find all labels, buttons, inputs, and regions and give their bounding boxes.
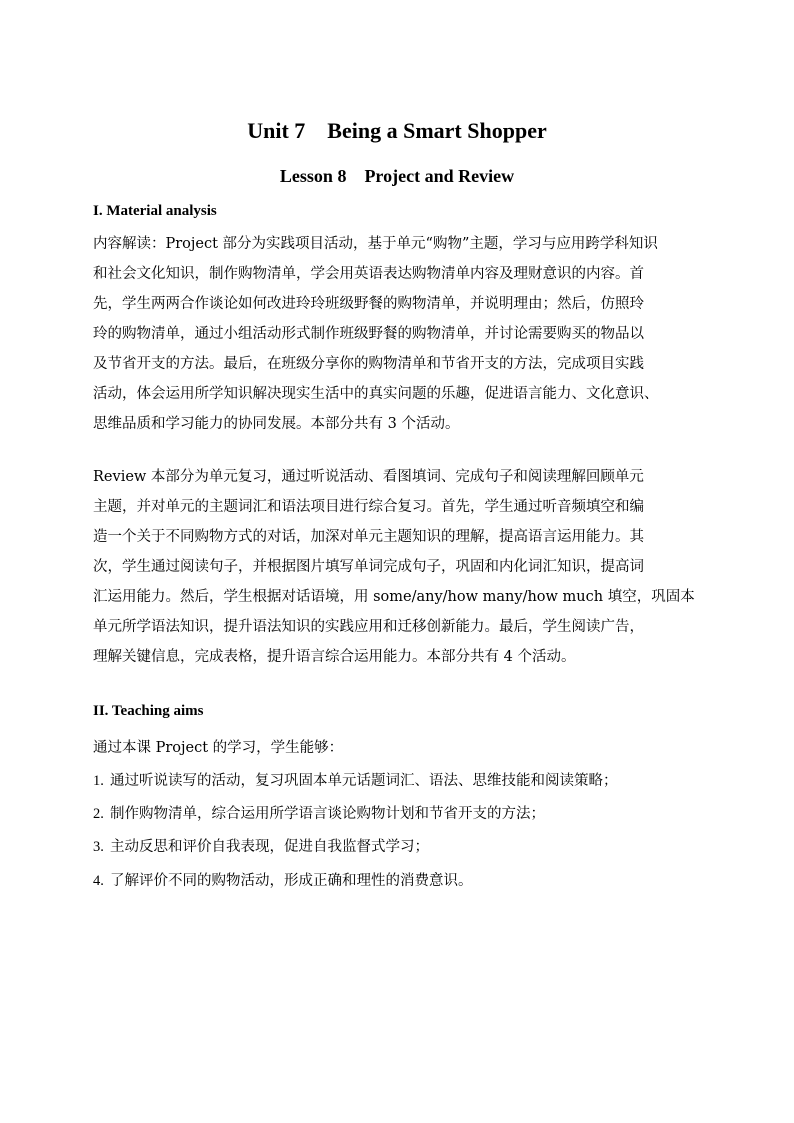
paragraph-line: 和社会文化知识，制作购物清单，学会用英语表达购物清单内容及理财意识的内容。首 xyxy=(93,266,644,282)
paragraph-line: 内容解读：Project 部分为实践项目活动，基于单元“购物”主题，学习与应用跨学科知识 xyxy=(93,236,658,252)
paragraph-line: 玲的购物清单，通过小组活动形式制作班级野餐的购物清单，并讨论需要购买的物品以 xyxy=(93,326,644,342)
list-number: 3. xyxy=(93,839,104,855)
list-item-text: 主动反思和评价自我表现，促进自我监督式学习； xyxy=(110,839,429,855)
teaching-aim-item xyxy=(93,802,708,823)
paragraph-line: 及节省开支的方法。最后，在班级分享你的购物清单和节省开支的方法，完成项目实践 xyxy=(93,356,644,372)
list-number: 1. xyxy=(93,773,104,789)
paragraph-line: 单元所学语法知识，提升语法知识的实践应用和迁移创新能力。最后，学生阅读广告， xyxy=(93,619,644,635)
list-number: 2. xyxy=(93,806,104,822)
paragraph-line: 次，学生通过阅读句子，并根据图片填写单词完成句子，巩固和内化词汇知识，提高词 xyxy=(93,559,644,575)
list-number: 4. xyxy=(93,873,104,889)
document-title: Unit 7 Being a Smart Shopper xyxy=(247,118,547,143)
lesson-subtitle: Lesson 8 Project and Review xyxy=(279,166,515,186)
teaching-aim-item xyxy=(93,869,708,890)
paragraph-line: 造一个关于不同购物方式的对话，加深对单元主题知识的理解，提高语言运用能力。其 xyxy=(93,529,644,545)
section-heading-material-analysis: I. Material analysis xyxy=(93,203,217,219)
paragraph-line: 思维品质和学习能力的协同发展。本部分共有 3 个活动。 xyxy=(93,416,460,432)
paragraph-line: Review 本部分为单元复习，通过听说活动、看图填词、完成句子和阅读理解回顾单元 xyxy=(93,469,644,485)
teaching-aim-item xyxy=(93,769,708,790)
list-item-text: 了解评价不同的购物活动，形成正确和理性的消费意识。 xyxy=(110,873,473,889)
paragraph-line: 主题，并对单元的主题词汇和语法项目进行综合复习。首先，学生通过听音频填空和编 xyxy=(93,499,644,515)
list-item-text: 通过听说读写的活动，复习巩固本单元话题词汇、语法、思维技能和阅读策略； xyxy=(110,773,618,789)
list-item-text: 制作购物清单，综合运用所学语言谈论购物计划和节省开支的方法； xyxy=(110,806,545,822)
section-heading-teaching-aims: II. Teaching aims xyxy=(93,703,204,719)
material-analysis-paragraph-project xyxy=(93,229,708,439)
paragraph-line: 理解关键信息，完成表格，提升语言综合运用能力。本部分共有 4 个活动。 xyxy=(93,649,576,665)
teaching-aim-item xyxy=(93,835,708,856)
paragraph-line: 先，学生两两合作谈论如何改进玲玲班级野餐的购物清单，并说明理由；然后，仿照玲 xyxy=(93,296,644,312)
material-analysis-paragraph-review xyxy=(93,462,708,672)
paragraph-line: 汇运用能力。然后，学生根据对话语境，用 some/any/how many/how much 填空，巩固本 xyxy=(93,589,695,605)
paragraph-line: 活动，体会运用所学知识解决现实生活中的真实问题的乐趣，促进语言能力、文化意识、 xyxy=(93,386,659,402)
teaching-aims-intro: 通过本课 Project 的学习，学生能够： xyxy=(93,740,344,756)
